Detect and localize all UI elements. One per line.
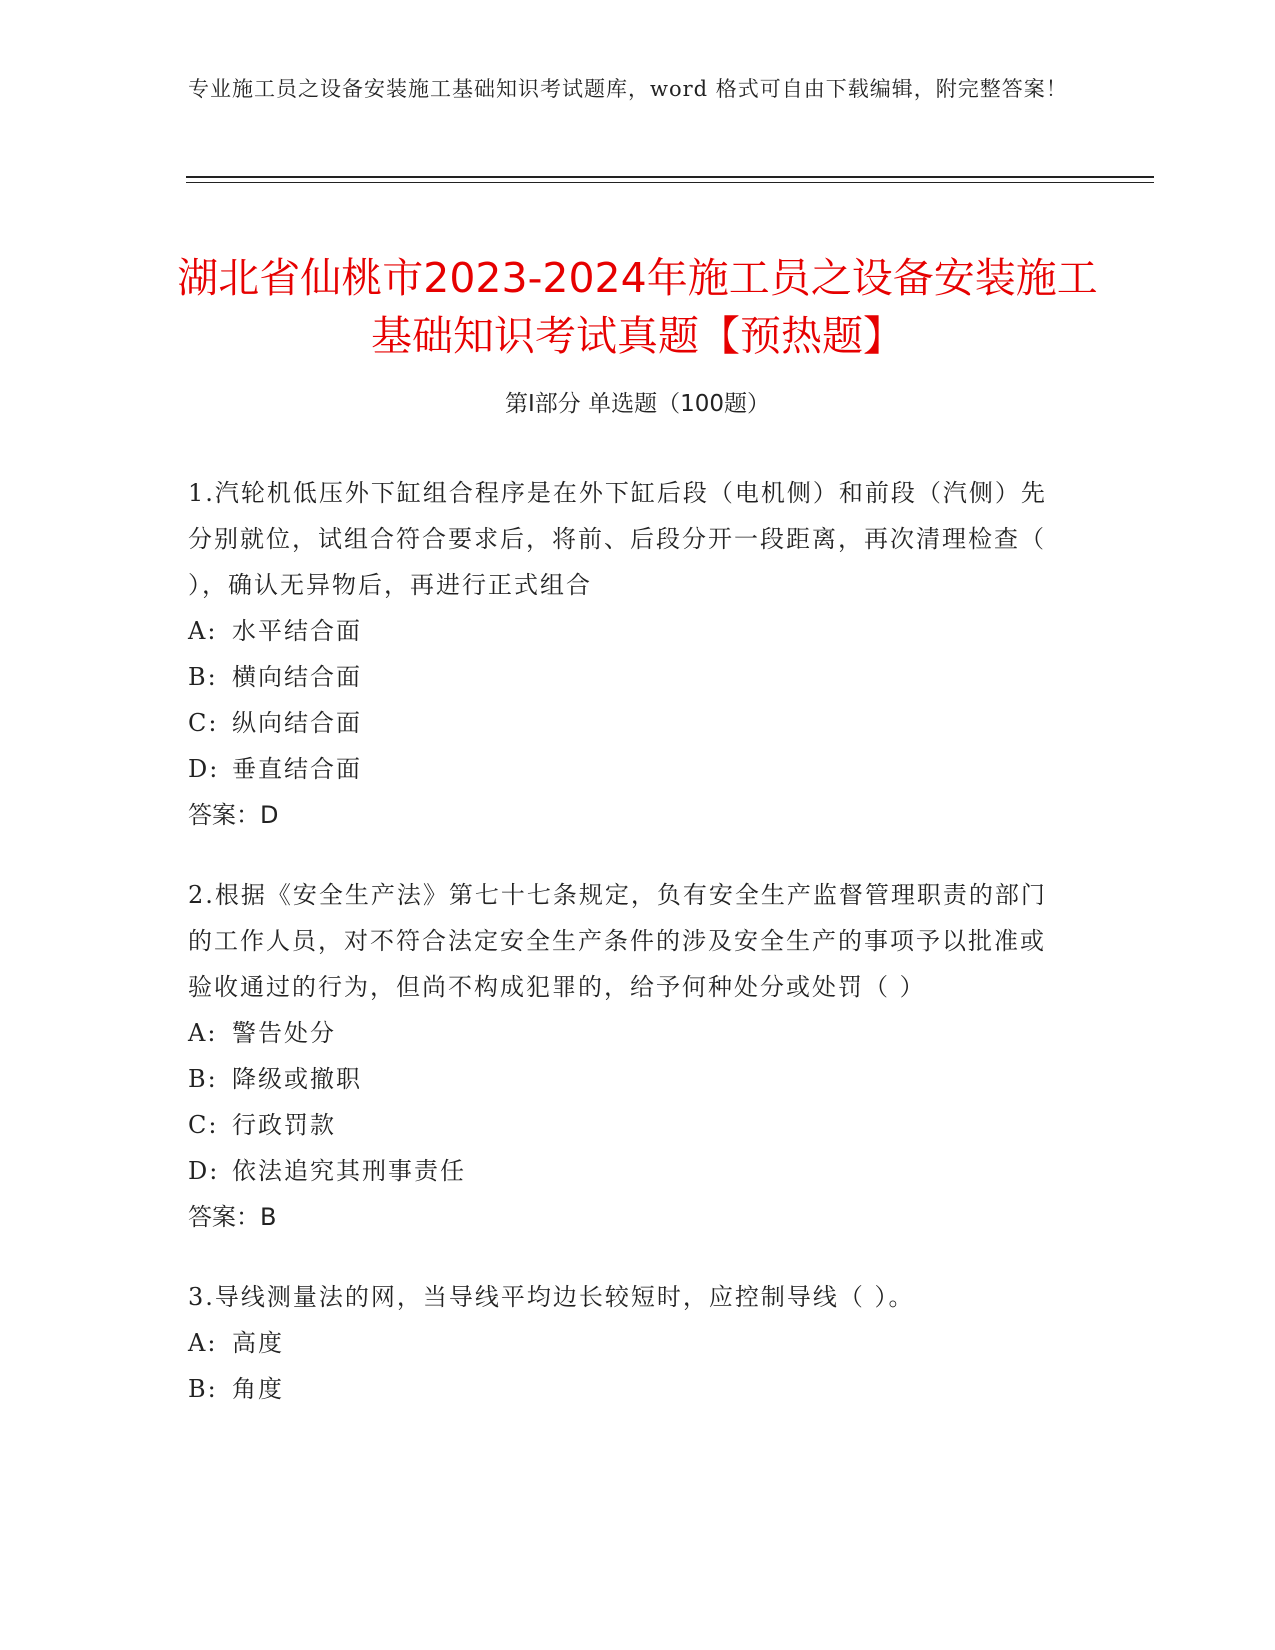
option-a — [188, 1320, 1058, 1366]
option-text: 降级或撤职 — [232, 1065, 362, 1093]
header-note: 专业施工员之设备安装施工基础知识考试题库，word 格式可自由下载编辑，附完整答案！ — [188, 77, 1068, 101]
option-label: B: — [188, 1375, 218, 1403]
option-text: 警告处分 — [232, 1019, 336, 1047]
option-label: B: — [188, 663, 218, 691]
option-text: 角度 — [232, 1375, 284, 1403]
option-label: D: — [188, 1157, 220, 1185]
answer-line: 答案：B — [188, 1203, 277, 1231]
option-c — [188, 1102, 1058, 1148]
header-rule-thick — [186, 176, 1154, 178]
option-list — [188, 1010, 1058, 1194]
option-text: 水平结合面 — [232, 617, 362, 645]
option-text: 行政罚款 — [232, 1111, 336, 1139]
question-list — [188, 470, 1058, 1446]
option-a — [188, 1010, 1058, 1056]
option-text: 横向结合面 — [232, 663, 362, 691]
option-list — [188, 608, 1058, 792]
option-text: 依法追究其刑事责任 — [232, 1157, 466, 1185]
option-label: A: — [188, 1019, 218, 1047]
option-d — [188, 746, 1058, 792]
option-label: C: — [188, 709, 219, 737]
option-c — [188, 700, 1058, 746]
option-d — [188, 1148, 1058, 1194]
document-title: 湖北省仙桃市2023-2024年施工员之设备安装施工基础知识考试真题【预热题】 — [177, 254, 1098, 361]
option-text: 垂直结合面 — [232, 755, 362, 783]
option-text: 纵向结合面 — [232, 709, 362, 737]
question-2 — [188, 872, 1058, 1240]
option-b — [188, 1366, 1058, 1412]
header-rule-thin — [186, 182, 1154, 183]
section-title: 第Ⅰ部分 单选题（100题） — [505, 391, 770, 417]
option-label: A: — [188, 617, 218, 645]
option-label: C: — [188, 1111, 219, 1139]
option-list — [188, 1320, 1058, 1412]
option-a — [188, 608, 1058, 654]
option-label: D: — [188, 755, 220, 783]
question-stem: 1.汽轮机低压外下缸组合程序是在外下缸后段（电机侧）和前段（汽侧）先分别就位，试组合符合要求后，将前、后段分开一段距离，再次清理检查（ ），确认无异物后，再进行正式组合 — [188, 479, 1047, 599]
question-1 — [188, 470, 1058, 838]
option-b — [188, 1056, 1058, 1102]
option-text: 高度 — [232, 1329, 284, 1357]
option-b — [188, 654, 1058, 700]
option-label: A: — [188, 1329, 218, 1357]
question-3 — [188, 1274, 1058, 1412]
question-stem: 2.根据《安全生产法》第七十七条规定，负有安全生产监督管理职责的部门的工作人员，对不符合法定安全生产条件的涉及安全生产的事项予以批准或验收通过的行为，但尚不构成犯罪的，给予何种处分或处罚（ ） — [188, 881, 1047, 1001]
question-stem: 3.导线测量法的网，当导线平均边长较短时，应控制导线（ ）。 — [188, 1283, 915, 1311]
option-label: B: — [188, 1065, 218, 1093]
answer-line: 答案：D — [188, 801, 279, 829]
